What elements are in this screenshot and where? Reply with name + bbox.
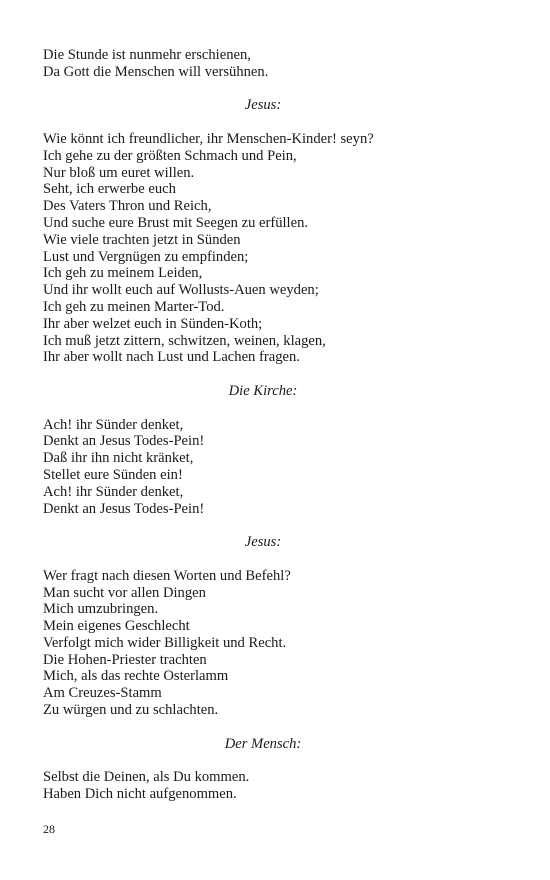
- verse-line: Denkt an Jesus Todes-Pein!: [43, 433, 205, 450]
- stanza: [43, 769, 513, 803]
- verse-line: Die Hohen-Priester trachten: [43, 651, 207, 668]
- stanza: [43, 417, 513, 518]
- verse-line: Des Vaters Thron und Reich,: [43, 198, 212, 215]
- verse-line: Ach! ihr Sünder denket,: [43, 416, 184, 433]
- verse-line: Da Gott die Menschen will versühnen.: [43, 63, 269, 80]
- verse-line: Ach! ihr Sünder denket,: [43, 483, 184, 500]
- verse-line: Ich geh zu meinen Marter-Tod.: [43, 298, 225, 315]
- verse-line: Ihr aber wollt nach Lust und Lachen fragen.: [43, 349, 300, 366]
- speaker-heading: Jesus:: [244, 534, 282, 551]
- verse-line: Mich, als das rechte Osterlamm: [43, 668, 229, 685]
- verse-line: Ich gehe zu der größten Schmach und Pein,: [43, 147, 297, 164]
- verse-line: Zu würgen und zu schlachten.: [43, 702, 219, 719]
- page-text: [43, 47, 513, 803]
- verse-line: Die Stunde ist nunmehr erschienen,: [43, 47, 251, 63]
- verse-line: Wie könnt ich freundlicher, ihr Menschen-Kinder! seyn?: [43, 130, 374, 147]
- verse-line: Man sucht vor allen Dingen: [43, 584, 206, 601]
- verse-line: Lust und Vergnügen zu empfinden;: [43, 248, 249, 265]
- opening-stanza: [43, 47, 513, 81]
- verse-line: Wie viele trachten jetzt in Sünden: [43, 231, 241, 248]
- verse-line: Daß ihr ihn nicht kränket,: [43, 450, 194, 467]
- verse-line: Ihr aber welzet euch in Sünden-Koth;: [43, 315, 263, 332]
- verse-line: Mich umzubringen.: [43, 601, 159, 618]
- speaker-heading: Jesus:: [244, 97, 282, 114]
- verse-line: Verfolgt mich wider Billigkeit und Recht.: [43, 634, 287, 651]
- stanza: [43, 568, 513, 719]
- verse-line: Am Creuzes-Stamm: [43, 685, 162, 702]
- verse-line: Mein eigenes Geschlecht: [43, 618, 190, 635]
- verse-line: Ich geh zu meinem Leiden,: [43, 265, 203, 282]
- verse-line: Stellet eure Sünden ein!: [43, 466, 183, 483]
- page-number: 28: [43, 822, 55, 836]
- verse-line: Haben Dich nicht aufgenommen.: [43, 786, 237, 803]
- speaker-heading: Die Kirche:: [228, 382, 298, 399]
- verse-line: Seht, ich erwerbe euch: [43, 181, 176, 198]
- verse-line: Nur bloß um euret willen.: [43, 164, 195, 181]
- verse-line: Und ihr wollt euch auf Wollusts-Auen weyden;: [43, 282, 319, 299]
- verse-line: Denkt an Jesus Todes-Pein!: [43, 500, 205, 517]
- verse-line: Wer fragt nach diesen Worten und Befehl?: [43, 567, 291, 584]
- verse-line: Selbst die Deinen, als Du kommen.: [43, 769, 250, 786]
- stanza: [43, 131, 513, 366]
- speaker-heading: Der Mensch:: [224, 735, 302, 752]
- verse-line: Und suche eure Brust mit Seegen zu erfüllen.: [43, 214, 309, 231]
- verse-line: Ich muß jetzt zittern, schwitzen, weinen, klagen,: [43, 332, 326, 349]
